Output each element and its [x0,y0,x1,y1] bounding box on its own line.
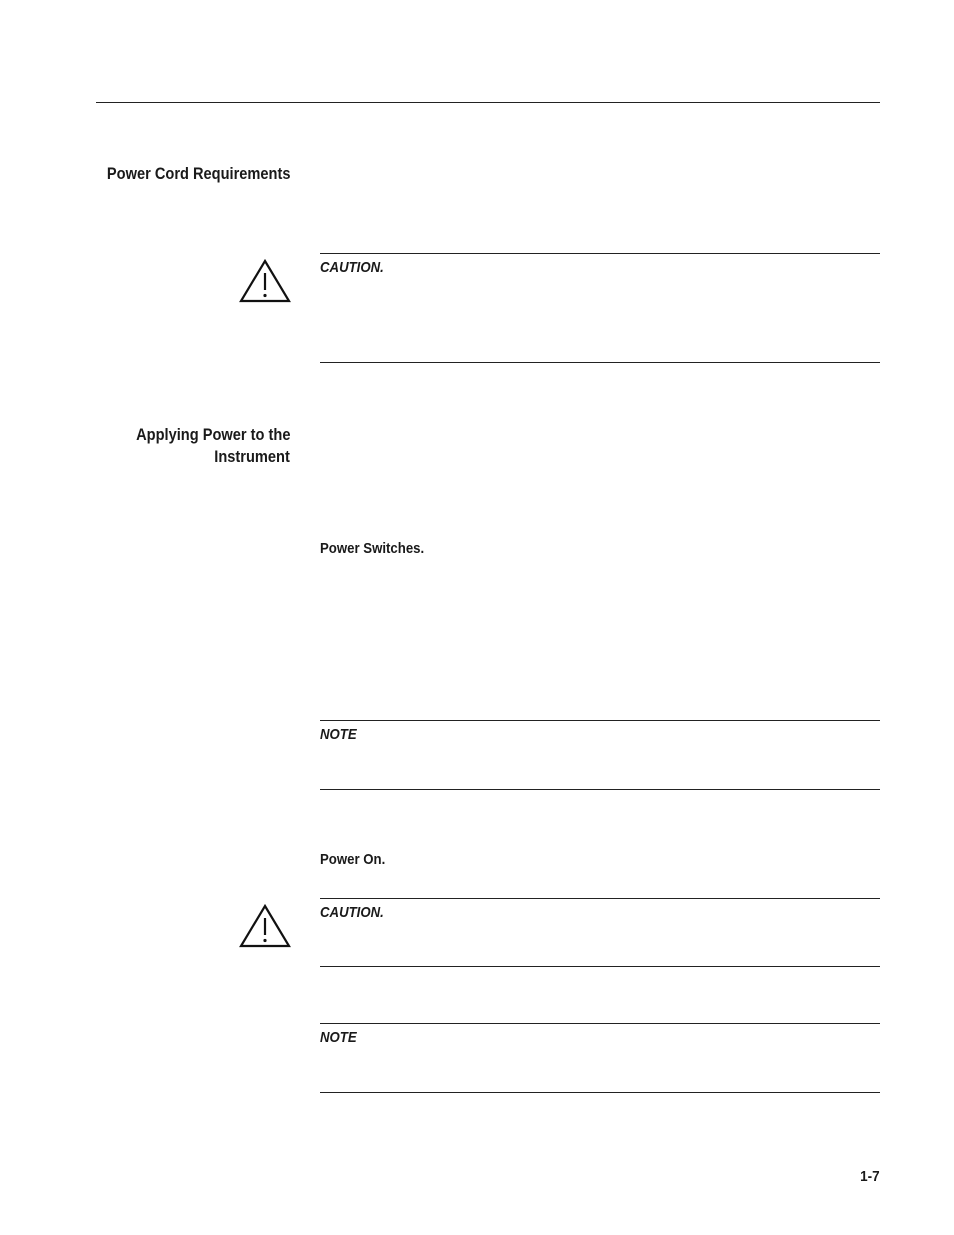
caution-bottom-rule [320,362,880,363]
warning-triangle-icon [239,904,291,948]
warning-triangle-icon [239,259,291,303]
subheading-power-switches: Power Switches. [320,540,425,557]
heading-applying-power-line2: Instrument [214,447,290,466]
caution-top-rule [320,898,880,899]
heading-applying-power-line1: Applying Power to the [135,425,290,444]
caution-top-rule [320,253,880,254]
note-label: NOTE [320,1029,357,1046]
heading-power-cord-requirements: Power Cord Requirements [106,164,290,183]
caution-label: CAUTION. [320,259,384,276]
header-rule [96,102,880,103]
page-number: 1-7 [860,1168,880,1185]
note-top-rule [320,1023,880,1024]
note-label: NOTE [320,726,357,743]
note-bottom-rule [320,1092,880,1093]
note-bottom-rule [320,789,880,790]
caution-label: CAUTION. [320,904,384,921]
subheading-power-on: Power On. [320,851,386,868]
note-top-rule [320,720,880,721]
caution-bottom-rule [320,966,880,967]
